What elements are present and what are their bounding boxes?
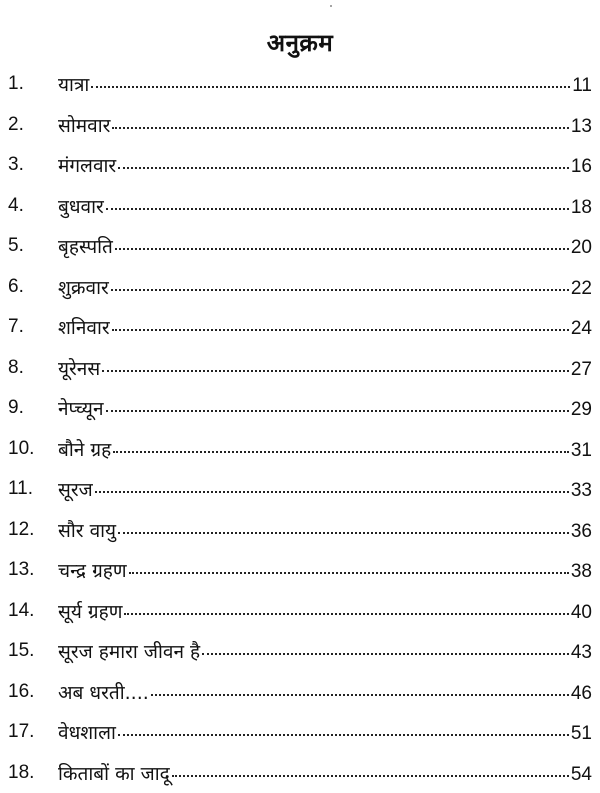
dot-leader [91, 86, 570, 88]
dot-leader [202, 653, 569, 655]
toc-entry-page-number: 27 [571, 359, 592, 381]
toc-entry-body [58, 112, 592, 138]
toc-entry-title: नेप्च्यून [58, 395, 104, 421]
toc-entry-page-number: 20 [571, 237, 592, 259]
toc-entry-body [58, 152, 592, 178]
toc-entry-page-number: 54 [571, 764, 592, 786]
toc-entry-page-number: 33 [571, 480, 592, 502]
toc-entry-number: 9. [8, 397, 52, 419]
dot-leader [118, 167, 569, 169]
toc-entry-body [58, 436, 592, 462]
toc-entry-title: चन्द्र ग्रहण [58, 557, 127, 583]
toc-entry[interactable] [0, 469, 600, 510]
toc-entry[interactable] [0, 267, 600, 308]
toc-entry-body [58, 314, 592, 340]
toc-entry-page-number: 22 [571, 278, 592, 300]
toc-entry-title: शुक्रवार [58, 274, 109, 300]
toc-entry-title: अब धरती.... [58, 679, 149, 705]
toc-entry-body [58, 638, 592, 664]
toc-entry-number: 16. [8, 681, 52, 703]
toc-entry[interactable] [0, 64, 600, 105]
toc-entry-page-number: 31 [571, 440, 592, 462]
toc-entry-title: सौर वायु [58, 517, 116, 543]
dot-leader [124, 613, 568, 615]
toc-entry-page-number: 13 [571, 116, 592, 138]
dot-leader [118, 734, 569, 736]
toc-entry-title: सूरज [58, 476, 93, 502]
toc-entry[interactable] [0, 348, 600, 389]
dot-leader [111, 289, 569, 291]
toc-entry-body [58, 598, 592, 624]
toc-entry[interactable] [0, 753, 600, 793]
toc-entry-number: 13. [8, 559, 52, 581]
toc-entry[interactable] [0, 105, 600, 146]
toc-entry-body [58, 274, 592, 300]
toc-entry-number: 3. [8, 154, 52, 176]
toc-entry-page-number: 18 [571, 197, 592, 219]
toc-entry-page-number: 46 [571, 683, 592, 705]
toc-entry[interactable] [0, 712, 600, 753]
toc-entry[interactable] [0, 226, 600, 267]
toc-entry-number: 5. [8, 235, 52, 257]
toc-entry[interactable] [0, 591, 600, 632]
toc-entry-body [58, 395, 592, 421]
toc-entry[interactable] [0, 145, 600, 186]
toc-entry-page-number: 36 [571, 521, 592, 543]
toc-entry-title: सूरज हमारा जीवन है [58, 638, 200, 664]
page-title: अनुक्रम [0, 26, 600, 59]
toc-entry-number: 7. [8, 316, 52, 338]
toc-entry-body [58, 193, 592, 219]
toc-entry-page-number: 16 [571, 156, 592, 178]
toc-entry-number: 14. [8, 600, 52, 622]
dot-leader [118, 532, 569, 534]
toc-entry-body [58, 719, 592, 745]
toc-entry[interactable] [0, 307, 600, 348]
toc-entry[interactable] [0, 631, 600, 672]
toc-entry-body [58, 233, 592, 259]
dot-leader [172, 775, 569, 777]
toc-entry-title: यूरेनस [58, 355, 100, 381]
dot-leader [112, 329, 569, 331]
dot-leader [95, 491, 569, 493]
toc-entry-number: 1. [8, 73, 52, 95]
dot-leader [102, 370, 569, 372]
toc-entry-page-number: 38 [571, 561, 592, 583]
toc-entry[interactable] [0, 672, 600, 713]
toc-entry[interactable] [0, 510, 600, 551]
toc-entry-body [58, 760, 592, 786]
toc-entry-title: बुधवार [58, 193, 104, 219]
dot-leader [106, 410, 569, 412]
toc-entry-page-number: 51 [571, 723, 592, 745]
toc-entry-number: 15. [8, 640, 52, 662]
toc-entry-title: बौने ग्रह [58, 436, 111, 462]
toc-entry-title: सूर्य ग्रहण [58, 598, 122, 624]
toc-entry-body [58, 679, 592, 705]
toc-entry-body [58, 476, 592, 502]
paper-speck [330, 5, 332, 7]
toc-entry-number: 2. [8, 114, 52, 136]
toc-entry-title: मंगलवार [58, 152, 116, 178]
toc-entry-number: 6. [8, 276, 52, 298]
toc-entry-number: 17. [8, 721, 52, 743]
toc-entry-number: 10. [8, 438, 52, 460]
toc-entry-title: शनिवार [58, 314, 110, 340]
dot-leader [106, 208, 569, 210]
toc-entry-body [58, 517, 592, 543]
table-of-contents [0, 64, 600, 793]
toc-entry-page-number: 40 [571, 602, 592, 624]
toc-entry[interactable] [0, 186, 600, 227]
toc-entry-body [58, 355, 592, 381]
toc-entry[interactable] [0, 388, 600, 429]
toc-entry-number: 4. [8, 195, 52, 217]
toc-entry-title: यात्रा [58, 71, 89, 97]
toc-entry-page-number: 29 [571, 399, 592, 421]
dot-leader [151, 694, 569, 696]
toc-entry-number: 8. [8, 357, 52, 379]
toc-entry-title: बृहस्पति [58, 233, 113, 259]
toc-entry[interactable] [0, 429, 600, 470]
toc-entry-number: 18. [8, 762, 52, 784]
toc-entry-body [58, 71, 592, 97]
toc-entry-title: सोमवार [58, 112, 110, 138]
toc-entry-page-number: 43 [571, 642, 592, 664]
toc-entry-page-number: 11 [572, 75, 592, 97]
toc-entry-number: 11. [8, 478, 52, 500]
toc-entry-page-number: 24 [571, 318, 592, 340]
dot-leader [115, 248, 569, 250]
toc-entry-title: वेधशाला [58, 719, 116, 745]
dot-leader [129, 572, 569, 574]
toc-entry-title: किताबों का जादू [58, 760, 170, 786]
dot-leader [113, 451, 569, 453]
dot-leader [112, 127, 568, 129]
toc-entry-number: 12. [8, 519, 52, 541]
toc-entry[interactable] [0, 550, 600, 591]
toc-entry-body [58, 557, 592, 583]
